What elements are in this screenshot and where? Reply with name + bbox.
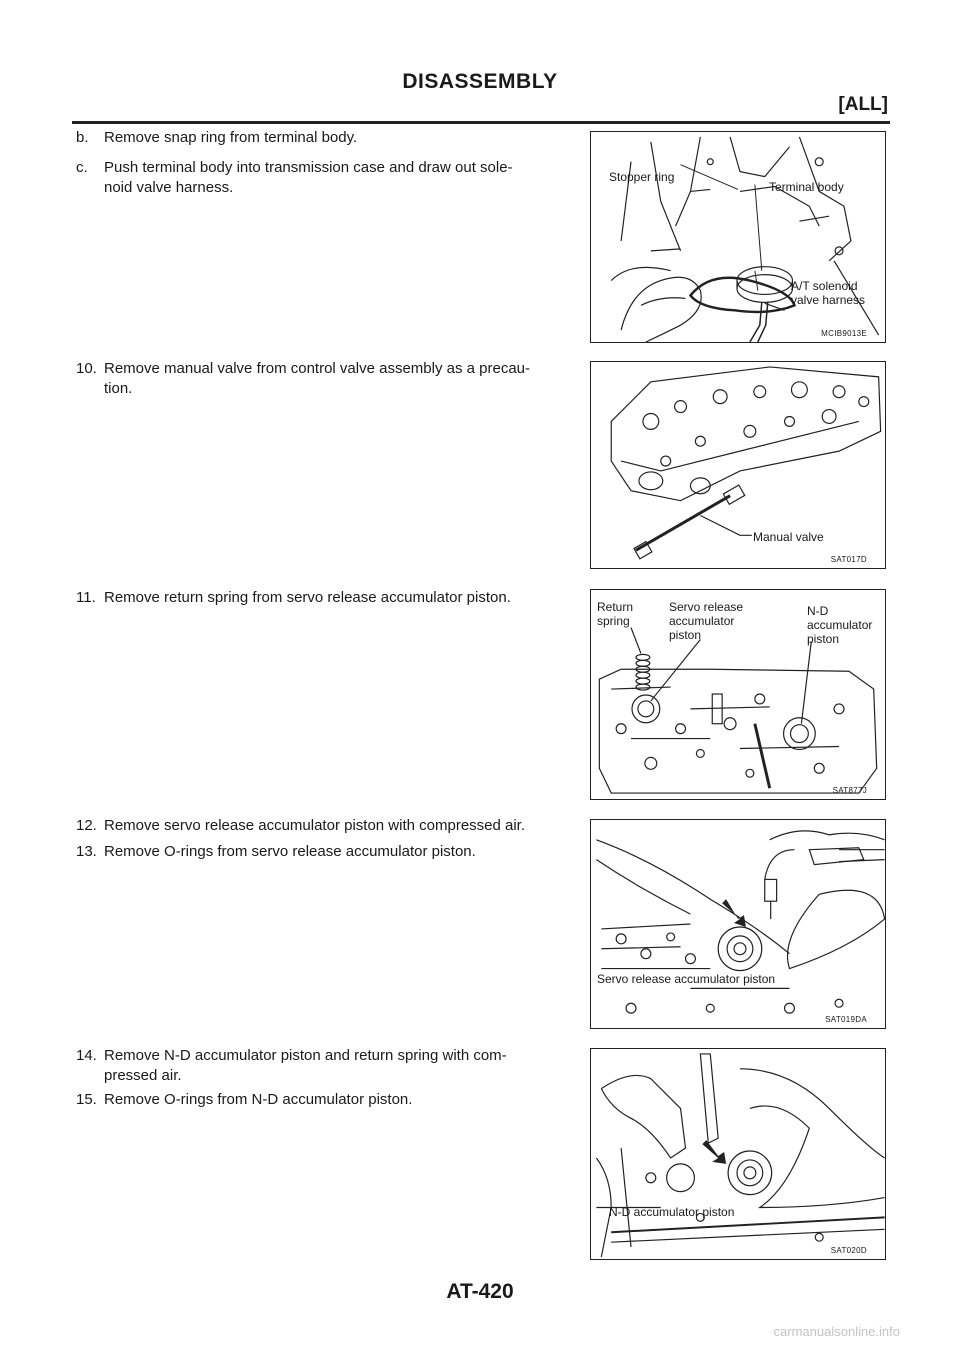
figure-nd-piston: [590, 1048, 886, 1260]
step-text-line2: noid valve harness.: [104, 179, 234, 196]
step-number: c.: [76, 159, 88, 176]
step-text-line2: pressed air.: [104, 1067, 182, 1084]
figure-terminal-body: [590, 131, 886, 343]
figure-code: SAT877J: [832, 786, 867, 795]
step-number: 15.: [76, 1091, 97, 1108]
step-text-line1: Remove N-D accumulator piston and return spring with com-: [104, 1047, 507, 1064]
callout-nd-piston: N-D accumulator piston: [609, 1205, 735, 1219]
figure-accumulator-pistons: [590, 589, 886, 800]
step-text: Remove servo release accumulator piston with compressed air.: [104, 817, 526, 834]
step-text-line1: Remove manual valve from control valve assembly as a precau-: [104, 360, 531, 377]
step-10: [76, 359, 576, 399]
callout-terminal-body: Terminal body: [769, 180, 844, 194]
footer-url: carmanualsonline.info: [773, 1324, 900, 1339]
step-14: [76, 1046, 576, 1086]
step-number: 10.: [76, 360, 97, 377]
callout-servo-piston: Servo release accumulator piston: [597, 972, 776, 986]
step-text-line1: Push terminal body into transmission case and draw out sole-: [104, 159, 513, 176]
control-valve-illustration: [591, 362, 885, 568]
step-text: Remove O-rings from servo release accumulator piston.: [104, 843, 476, 860]
step-b: [76, 128, 576, 148]
step-11: [76, 588, 576, 608]
step-number: 13.: [76, 843, 97, 860]
step-number: 11.: [76, 589, 96, 606]
callout-servo-piston: Servo release accumulator piston: [669, 600, 744, 642]
callout-return-spring: Return spring: [597, 600, 634, 628]
step-12: [76, 816, 576, 836]
callout-manual-valve: Manual valve: [753, 530, 824, 544]
figure-code: MCIB9013E: [821, 329, 867, 338]
section-tag: [ALL]: [838, 94, 888, 115]
step-c: [76, 158, 576, 198]
callout-stopper-ring: Stopper ring: [609, 170, 675, 184]
nd-piston-illustration: [591, 1049, 885, 1259]
figure-code: SAT020D: [830, 1246, 867, 1255]
step-text-line2: tion.: [104, 380, 133, 397]
page-number: AT-420: [446, 1280, 514, 1303]
servo-piston-illustration: [591, 820, 885, 1028]
step-number: 14.: [76, 1047, 97, 1064]
step-text: Remove snap ring from terminal body.: [104, 129, 358, 146]
step-text: Remove return spring from servo release accumulator piston.: [104, 589, 511, 606]
step-13: [76, 842, 576, 862]
step-number: 12.: [76, 817, 97, 834]
figure-code: SAT017D: [830, 555, 867, 564]
step-text: Remove O-rings from N-D accumulator piston.: [104, 1091, 413, 1108]
callout-nd-piston: N-D accumulator piston: [807, 604, 873, 646]
header-rule: [72, 121, 890, 124]
callout-harness: A/T solenoid valve harness: [791, 279, 866, 307]
figure-servo-piston: [590, 819, 886, 1029]
step-15: [76, 1090, 576, 1110]
terminal-body-illustration: [591, 132, 885, 342]
step-number: b.: [76, 129, 89, 146]
figure-manual-valve: [590, 361, 886, 569]
figure-code: SAT019DA: [825, 1015, 867, 1024]
page-title: DISASSEMBLY: [402, 70, 558, 93]
